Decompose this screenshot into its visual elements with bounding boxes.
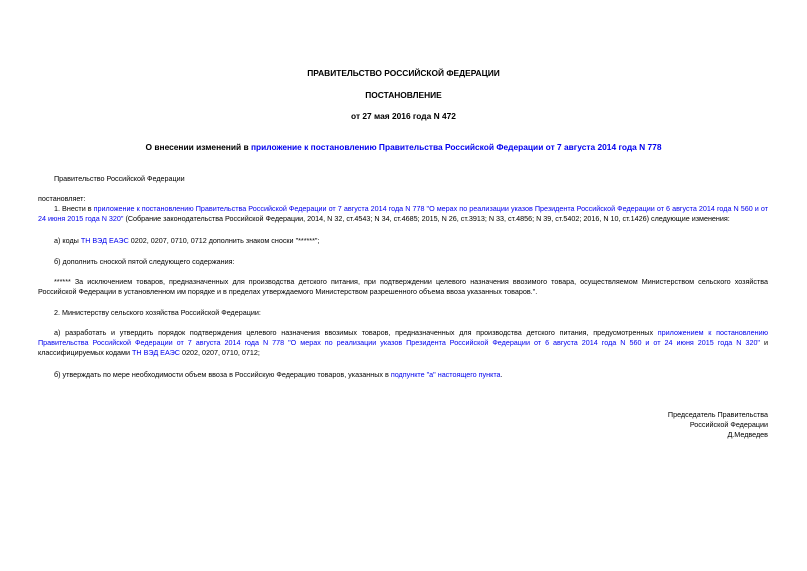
- paragraph-2a: [38, 328, 768, 358]
- paragraph-b: б) дополнить сноской пятой следующего содержания:: [54, 257, 235, 266]
- footnote-text: ****** За исключением товаров, предназначенных для производства детского питания, при подтверждении целевого назначения ввозимого товара, осуществляемом Министерством сельского хозяйства Российской Федерации в установленном им порядке и в пределах утверждаемого Министерством разрешенного объема ввоза указанных товаров.".: [38, 277, 768, 296]
- document-type: ПОСТАНОВЛЕНИЕ: [365, 90, 442, 100]
- paragraph-2a-middle: и классифицируемых кодами: [38, 338, 769, 357]
- government-header: ПРАВИТЕЛЬСТВО РОССИЙСКОЙ ФЕДЕРАЦИИ: [307, 68, 500, 78]
- decree-word: постановляет:: [38, 194, 86, 203]
- paragraph-1-suffix: (Собрание законодательства Российской Федерации, 2014, N 32, ст.4543; N 34, ст.4685; 2015, N 26, ст.3913; N 33, ст.4856; N 39, ст.5402; 2016, N 10, ст.1426) следующие изменения:: [123, 214, 730, 223]
- paragraph-2b-suffix: .: [500, 370, 503, 379]
- paragraph-1: [38, 204, 768, 224]
- signature-block: [668, 410, 768, 440]
- paragraph-a: [54, 236, 319, 246]
- paragraph-2b-prefix: б) утверждать по мере необходимости объем ввоза в Российскую Федерацию товаров, указанных в: [54, 370, 391, 379]
- government-label: Правительство Российской Федерации: [54, 174, 185, 183]
- paragraph-2: 2. Министерству сельского хозяйства Российской Федерации:: [54, 308, 261, 317]
- paragraph-a-link[interactable]: ТН ВЭД ЕАЭС: [80, 236, 129, 245]
- signature-country: Российской Федерации: [689, 420, 768, 429]
- paragraph-2a-link-1[interactable]: приложением к постановлению Правительства Российской Федерации от 7 августа 2014 года N 778 "О мерах по реализации указов Президента Российской Федерации от 6 августа 2014 года N 560 и от 24 июня 2015 года N 320": [38, 328, 768, 347]
- document-title: [0, 142, 807, 152]
- paragraph-2a-link-2[interactable]: ТН ВЭД ЕАЭС: [132, 348, 180, 357]
- paragraph-2a-suffix: 0202, 0207, 0710, 0712;: [179, 348, 260, 357]
- paragraph-2b-link[interactable]: подпункте "а" настоящего пункта: [390, 370, 501, 379]
- document-date: от 27 мая 2016 года N 472: [351, 111, 456, 121]
- paragraph-a-suffix: 0202, 0207, 0710, 0712 дополнить знаком сноски "******";: [128, 236, 320, 245]
- paragraph-1-link[interactable]: приложение к постановлению Правительства Российской Федерации от 7 августа 2014 года N 778 "О мерах по реализации указов Президента Российской Федерации от 6 августа 2014 года N 560 и от 24 июня 2015 года N 320": [38, 204, 769, 223]
- signature-title: Председатель Правительства: [667, 410, 768, 419]
- signature-name: Д.Медведев: [727, 430, 768, 439]
- paragraph-2a-prefix: а) разработать и утвердить порядок подтверждения целевого назначения ввозимых товаров, предназначенных для производства детского питания, предусмотренных: [54, 328, 658, 337]
- title-prefix: О внесении изменений в: [145, 142, 251, 152]
- paragraph-a-prefix: а) коды: [54, 236, 81, 245]
- paragraph-1-prefix: 1. Внести в: [54, 204, 94, 213]
- paragraph-2b: [54, 370, 503, 380]
- title-link[interactable]: приложение к постановлению Правительства Российской Федерации от 7 августа 2014 года N 778: [250, 142, 662, 152]
